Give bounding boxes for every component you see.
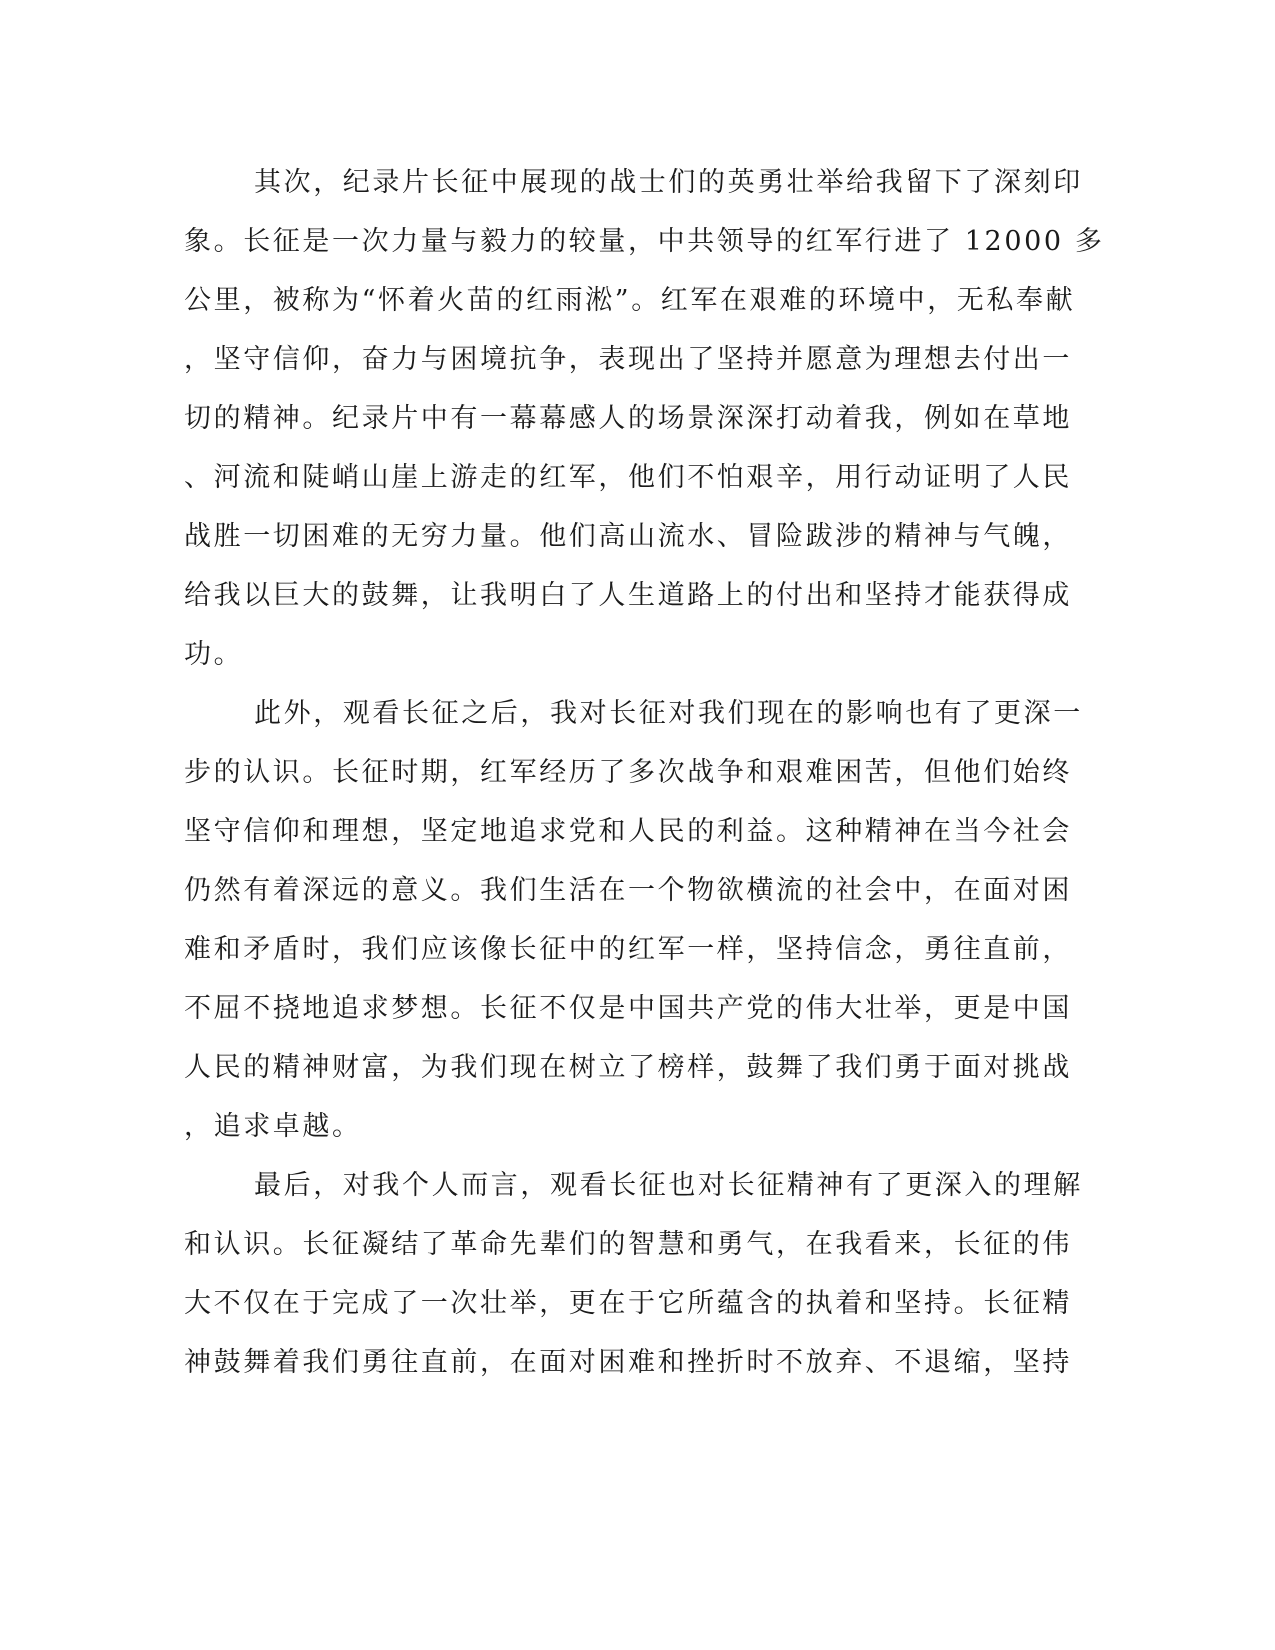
paragraph-2 bbox=[184, 691, 1083, 1163]
text-line: 步的认识。长征时期，红军经历了多次战争和艰难困苦，但他们始终 bbox=[184, 757, 1072, 788]
text-line: 大不仅在于完成了一次壮举，更在于它所蕴含的执着和坚持。长征精 bbox=[184, 1288, 1072, 1319]
text-line: 其次，纪录片长征中展现的战士们的英勇壮举给我留下了深刻印 bbox=[254, 167, 1083, 198]
text-line: 和认识。长征凝结了革命先辈们的智慧和勇气，在我看来，长征的伟 bbox=[184, 1229, 1072, 1260]
text-line: ，坚守信仰，奋力与困境抗争，表现出了坚持并愿意为理想去付出一 bbox=[184, 344, 1072, 375]
text-line: 切的精神。纪录片中有一幕幕感人的场景深深打动着我，例如在草地 bbox=[184, 403, 1072, 434]
text-line: 难和矛盾时，我们应该像长征中的红军一样，坚持信念，勇往直前， bbox=[184, 934, 1072, 965]
text-line: 公里，被称为“怀着火苗的红雨淞”。红军在艰难的环境中，无私奉献 bbox=[184, 285, 1076, 316]
body-text bbox=[184, 160, 1105, 1399]
text-line: 最后，对我个人而言，观看长征也对长征精神有了更深入的理解 bbox=[254, 1170, 1083, 1201]
text-line: 此外，观看长征之后，我对长征对我们现在的影响也有了更深一 bbox=[254, 698, 1083, 729]
text-line: ，追求卓越。 bbox=[184, 1111, 362, 1142]
text-line: 坚守信仰和理想，坚定地追求党和人民的利益。这种精神在当今社会 bbox=[184, 816, 1072, 847]
text-line: 功。 bbox=[184, 639, 244, 670]
text-line: 战胜一切困难的无穷力量。他们高山流水、冒险跋涉的精神与气魄， bbox=[184, 521, 1072, 552]
text-line: 给我以巨大的鼓舞，让我明白了人生道路上的付出和坚持才能获得成 bbox=[184, 580, 1072, 611]
text-line: 不屈不挠地追求梦想。长征不仅是中国共产党的伟大壮举，更是中国 bbox=[184, 993, 1072, 1024]
text-line: 象。长征是一次力量与毅力的较量，中共领导的红军行进了 12000 多 bbox=[184, 226, 1105, 257]
text-line: 神鼓舞着我们勇往直前，在面对困难和挫折时不放弃、不退缩，坚持 bbox=[184, 1347, 1072, 1378]
text-line: 人民的精神财富，为我们现在树立了榜样，鼓舞了我们勇于面对挑战 bbox=[184, 1052, 1072, 1083]
text-line: 、河流和陡峭山崖上游走的红军，他们不怕艰辛，用行动证明了人民 bbox=[184, 462, 1072, 493]
paragraph-1 bbox=[184, 160, 1105, 691]
paragraph-3 bbox=[184, 1163, 1083, 1399]
text-line: 仍然有着深远的意义。我们生活在一个物欲横流的社会中，在面对困 bbox=[184, 875, 1072, 906]
